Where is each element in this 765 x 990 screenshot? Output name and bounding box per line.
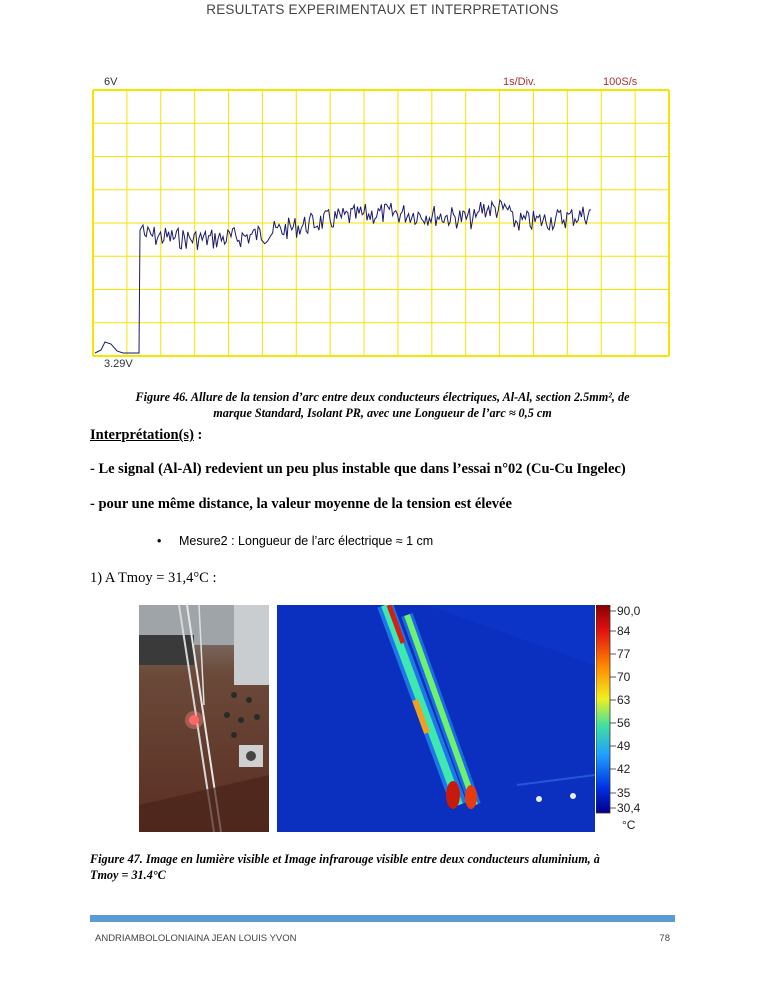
colorbar-tick-label: 70 [617,670,631,684]
bullet-icon: • [157,534,162,548]
mesure-list-item [157,534,433,548]
scope-timebase-label: 1s/Div. [503,76,536,88]
colorbar-tick-label: 56 [617,716,631,730]
footer-divider [90,915,675,922]
visible-light-photo [139,605,269,832]
colorbar-tick-label: 49 [617,739,631,753]
figure-47-caption [90,851,670,883]
infrared-image [277,605,595,832]
colorbar-tick-label: 35 [617,786,631,800]
figure-47-caption-line1: Figure 47. Image en lumière visible et Image infrarouge visible entre deux conducteurs aluminium, à [90,852,600,866]
colorbar-tick-label: 90,0 [617,605,641,618]
scope-top-label: 6V [104,76,118,88]
scope-bottom-label: 3.29V [104,358,133,370]
tmoy-heading: 1) A Tmoy = 31,4°C : [90,570,217,586]
interpretation-heading-text: Interprétation(s) [90,427,194,443]
interpretation-heading-suffix: : [193,427,203,443]
oscilloscope-background [91,70,671,370]
figure-46-caption-line1: Figure 46. Allure de la tension d’arc entre deux conducteurs électriques, Al-Al, section 2.5mm², de [135,390,630,404]
interpretation-point-2: - pour une même distance, la valeur moyenne de la tension est élevée [90,496,512,512]
oscilloscope-plot [91,70,671,370]
colorbar-gradient [596,605,610,813]
figure-47-caption-line2: Tmoy = 31.4°C [90,868,166,882]
page-header: RESULTATS EXPERIMENTAUX ET INTERPRETATIONS [206,2,559,17]
colorbar-tick-label: 77 [617,647,631,661]
oscilloscope-figure [91,70,671,370]
scope-rate-label: 100S/s [603,76,638,88]
figure-46-caption-line2: marque Standard, Isolant PR, avec une Longueur de l’arc ≈ 0,5 cm [213,406,552,420]
temperature-colorbar [596,605,646,835]
page-number: 78 [659,933,670,944]
mesure-text: Mesure2 : Longueur de l’arc électrique ≈ 1 cm [179,534,434,548]
interpretation-heading [90,427,202,444]
figure-46-caption [90,389,675,421]
colorbar-tick-label: 63 [617,693,631,707]
colorbar-tick-label: 84 [617,624,631,638]
footer-author: ANDRIAMBOLOLONIAINA JEAN LOUIS YVON [95,933,297,944]
colorbar-tick-label: 42 [617,762,631,776]
colorbar-unit: °C [622,818,636,832]
colorbar-tick-label: 30,4 [617,801,641,815]
interpretation-point-1: - Le signal (Al-Al) redevient un peu plus instable que dans l’essai n°02 (Cu-Cu Ingelec) [90,461,626,477]
